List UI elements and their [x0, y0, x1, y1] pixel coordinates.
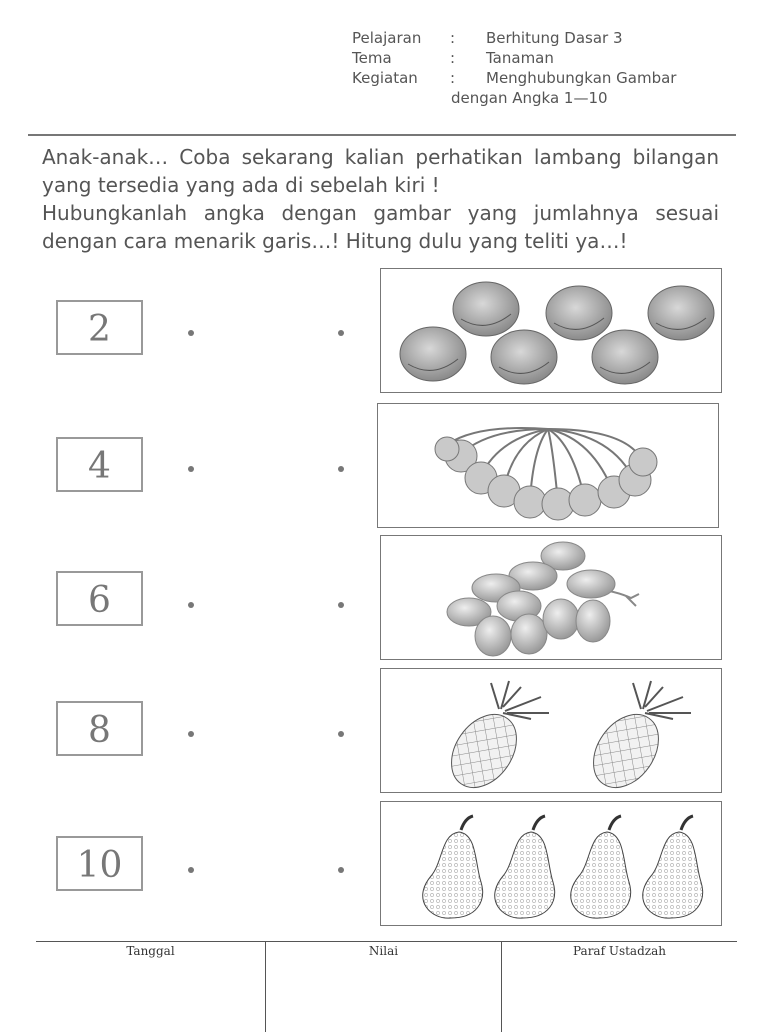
header-row-theme — [352, 48, 676, 68]
lime-icon — [400, 327, 466, 381]
cherry-icon — [435, 437, 459, 461]
header-activity-continuation: dengan Angka 1—10 — [451, 89, 608, 107]
picture-connect-dot[interactable] — [338, 867, 344, 873]
cherries-illustration — [378, 404, 718, 527]
picture-connect-dot[interactable] — [338, 731, 344, 737]
picture-connect-dot[interactable] — [338, 330, 344, 336]
number-box: 2 — [56, 300, 143, 355]
picture-connect-dot[interactable] — [338, 602, 344, 608]
header-colon: : — [450, 49, 456, 67]
pears-illustration — [381, 802, 721, 925]
pineapples-illustration — [381, 669, 721, 792]
picture-box-pears — [380, 801, 722, 926]
number-box: 8 — [56, 701, 143, 756]
grape-icon — [475, 616, 511, 656]
signature-table — [36, 941, 737, 1032]
lime-icon — [546, 286, 612, 340]
pear-icon — [495, 816, 555, 918]
number-box: 6 — [56, 571, 143, 626]
signature-column-teacher-initials[interactable] — [501, 942, 737, 1032]
cherry-icon — [514, 486, 546, 518]
number-box: 4 — [56, 437, 143, 492]
header-row-activity — [352, 68, 676, 88]
header-key: Kegiatan — [352, 69, 418, 87]
lime-icon — [453, 282, 519, 336]
picture-connect-dot[interactable] — [338, 466, 344, 472]
instruction-paragraph-2: Hubungkanlah angka dengan gambar yang jumlahnya sesuai dengan cara menarik garis…! Hitung dulu yang teliti ya…! — [42, 201, 719, 253]
picture-box-grapes — [380, 535, 722, 660]
header-divider — [28, 134, 736, 136]
picture-box-cherries — [377, 403, 719, 528]
header-key: Pelajaran — [352, 29, 422, 47]
grape-icon — [567, 570, 615, 598]
lime-icon — [648, 286, 714, 340]
pear-icon — [643, 816, 703, 918]
header-colon: : — [450, 29, 456, 47]
instructions — [42, 143, 719, 255]
header-colon: : — [450, 69, 456, 87]
lime-icon — [491, 330, 557, 384]
column-label: Paraf Ustadzah — [573, 944, 666, 958]
header-value: Menghubungkan Gambar — [486, 69, 677, 87]
pineapple-icon — [580, 681, 691, 792]
grape-icon — [576, 600, 610, 642]
pear-icon — [571, 816, 631, 918]
pear-icon — [423, 816, 483, 918]
picture-box-pineapples — [380, 668, 722, 793]
number-connect-dot[interactable] — [188, 330, 194, 336]
grapes-illustration — [381, 536, 721, 659]
column-label: Nilai — [368, 944, 399, 958]
header-value: Tanaman — [486, 49, 554, 67]
picture-box-limes — [380, 268, 722, 393]
cherry-icon — [629, 448, 657, 476]
number-box: 10 — [56, 836, 143, 891]
pineapple-icon — [438, 681, 549, 792]
worksheet-header — [352, 28, 676, 108]
header-value: Berhitung Dasar 3 — [486, 29, 623, 47]
lime-icon — [592, 330, 658, 384]
signature-column-date[interactable] — [36, 942, 265, 1032]
grape-icon — [511, 614, 547, 654]
number-connect-dot[interactable] — [188, 466, 194, 472]
grape-icon — [543, 599, 579, 639]
header-key: Tema — [352, 49, 392, 67]
cherry-icon — [569, 484, 601, 516]
column-label: Tanggal — [126, 944, 175, 958]
number-connect-dot[interactable] — [188, 731, 194, 737]
signature-column-score[interactable] — [265, 942, 501, 1032]
number-connect-dot[interactable] — [188, 602, 194, 608]
header-row-subject — [352, 28, 676, 48]
number-connect-dot[interactable] — [188, 867, 194, 873]
limes-illustration — [381, 269, 721, 392]
instruction-paragraph-1: Anak-anak… Coba sekarang kalian perhatikan lambang bilangan yang tersedia yang ada di sebelah kiri ! — [42, 145, 719, 197]
